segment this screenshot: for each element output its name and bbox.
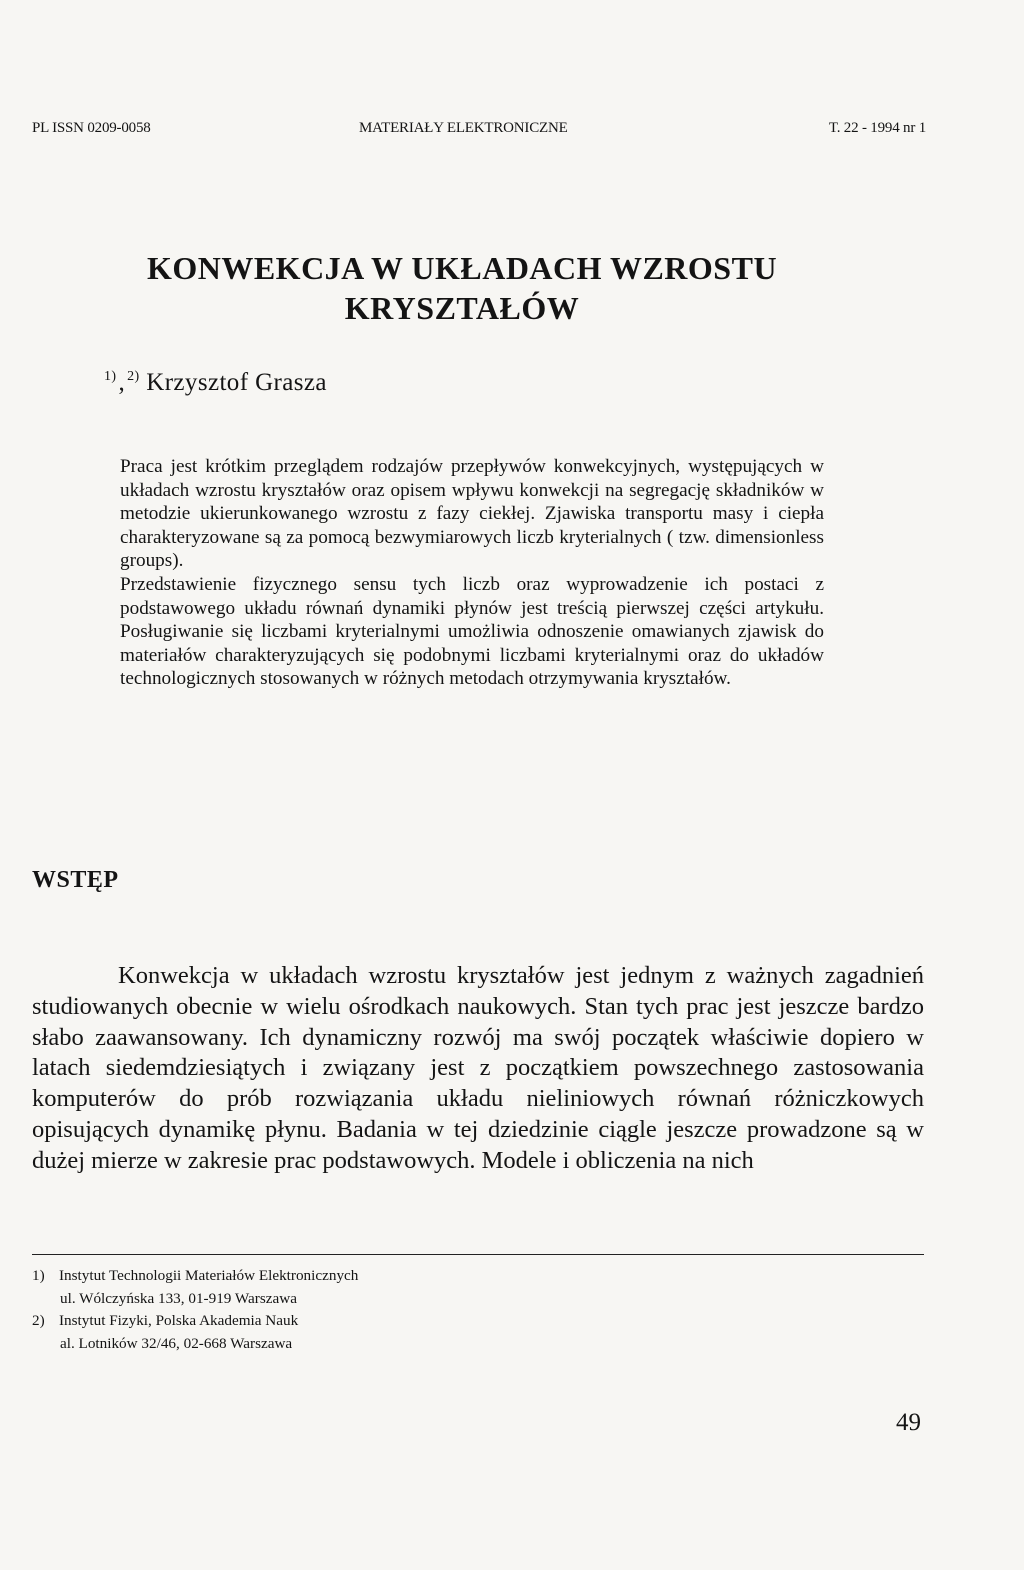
footnote-2 (32, 1310, 358, 1355)
footnotes (32, 1265, 358, 1355)
section-heading: WSTĘP (32, 867, 119, 893)
author-line (104, 369, 327, 397)
abstract-paragraph-2: Przedstawienie fizycznego sensu tych liczb oraz wyprowadzenie ich postaci z podstawowego układu równań dynamiki płynów jest treścią pierwszej części artykułu. Posługiwanie się liczbami kryterialnymi umożliwia odnoszenie omawianych zjawisk do materiałów charakteryzujących się podobnymi liczbami kryterialnymi oraz do układów technologicznych stosowanych w różnych metodach otrzymywania kryształów. (120, 573, 824, 690)
author-affiliation-mark-2: 2) (127, 369, 140, 384)
abstract (120, 455, 824, 691)
footnote-line: al. Lotników 32/46, 02-668 Warszawa (60, 1334, 293, 1352)
footnote-1 (32, 1265, 358, 1310)
header-volume: T. 22 - 1994 nr 1 (828, 120, 926, 136)
article-title-line-1: KONWEKCJA W UKŁADACH WZROSTU (146, 250, 778, 286)
footnote-divider (32, 1254, 924, 1255)
footnote-line: Instytut Technologii Materiałów Elektronicznych (59, 1267, 359, 1284)
footnote-line: Instytut Fizyki, Polska Akademia Nauk (59, 1312, 299, 1329)
page-number: 49 (896, 1409, 921, 1436)
intro-paragraph: Konwekcja w układach wzrostu kryształów jest jednym z ważnych zagadnień studiowanych obecnie w wielu ośrodkach naukowych. Stan tych prac jest jeszcze bardzo słabo zaawansowany. Ich dynamiczny rozwój ma swój początek właściwie dopiero w latach siedemdziesiątych i związany jest z początkiem powszechnego zastosowania komputerów do prób rozwiązania układu nieliniowych równań różniczkowych opisujących dynamikę płynu. Badania w tej dziedzinie ciągle jeszcze prowadzone są w dużej mierze w zakresie prac podstawowych. Modele i obliczenia na nich (32, 962, 924, 1174)
footnote-line: ul. Wólczyńska 133, 01-919 Warszawa (60, 1289, 297, 1307)
affiliation-separator: , (118, 369, 126, 396)
author-affiliation-mark-1: 1) (104, 369, 117, 384)
header-journal-name: MATERIAŁY ELEKTRONICZNE (359, 120, 568, 136)
running-header (32, 120, 926, 142)
article-title-line-2: KRYSZTAŁÓW (344, 290, 580, 326)
footnote-mark: 1) (32, 1267, 45, 1284)
abstract-paragraph-1: Praca jest krótkim przeglądem rodzajów przepływów konwekcyjnych, występujących w układach wzrostu kryształów oraz opisem wpływu konwekcji na segregację składników w metodzie ukierunkowanego wzrostu z fazy ciekłej. Zjawiska transportu masy i ciepła charakteryzowane są za pomocą bezwymiarowych liczb kryterialnych ( tzw. dimensionless groups). (120, 456, 824, 572)
article-title (0, 248, 924, 328)
header-issn: PL ISSN 0209-0058 (32, 120, 151, 136)
footnote-mark: 2) (32, 1312, 45, 1329)
author-name: Krzysztof Grasza (146, 369, 327, 396)
